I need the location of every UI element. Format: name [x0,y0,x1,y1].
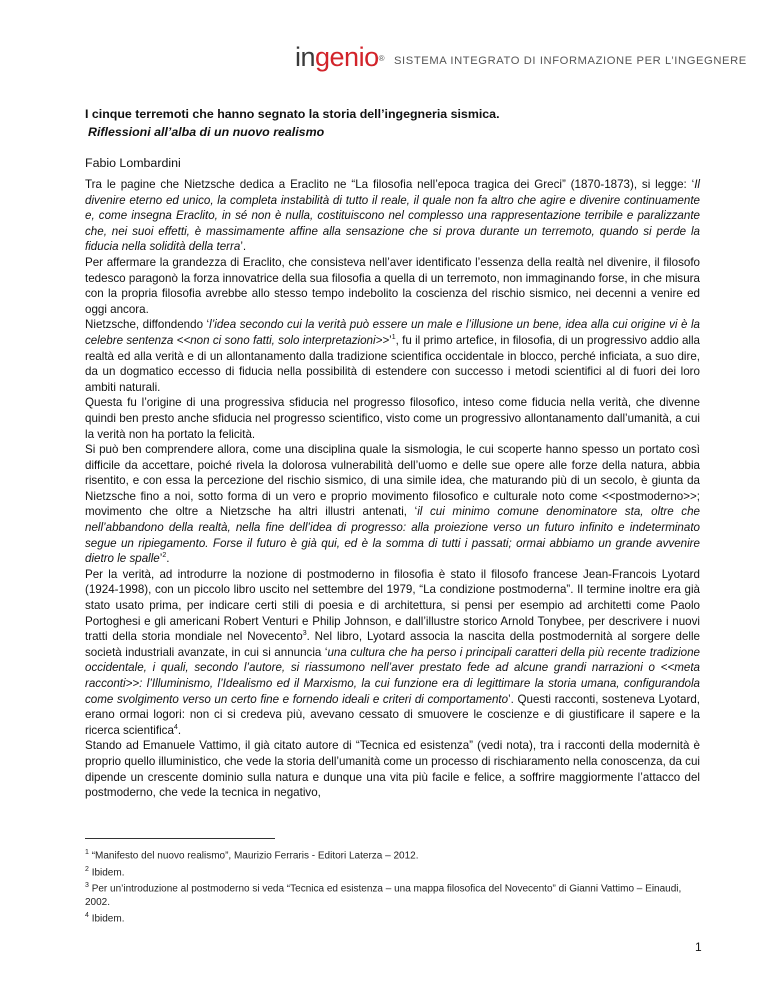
footnotes [85,846,705,925]
article-title: I cinque terremoti che hanno segnato la storia dell’ingegneria sismica. [85,107,500,121]
page-number: 1 [695,940,702,954]
ingenio-logo[interactable]: ingenio® [295,42,384,72]
footnote-divider [85,838,275,839]
paragraph: Per affermare la grandezza di Eraclito, che consisteva nell’aver identificato l’essenza della realtà nel divenire, il filosofo tedesco paragonò la forza innovatrice della sua filosofia a quella di un terremoto, non immaginando forse, in che misura con la propria filosofia avrebbe allo stesso tempo indebolito la coscienza del rischio sismico, nei decenni a venire ed oggi ancora. [85,255,700,316]
footnote-ref[interactable]: 4 [173,723,178,731]
footnote: $^3$ Per un’introduzione al postmoderno si veda “Tecnica ed esistenza – una mappa filosofica del Novecento” di Gianni Vattimo – Einaudi, 2002. [85,882,682,908]
footnote-ref[interactable]: 2 [162,552,167,560]
footnote-ref[interactable]: 3 [302,630,307,638]
header-tagline: SISTEMA INTEGRATO DI INFORMAZIONE PER L’INGEGNERE [394,55,747,67]
page-header [295,42,747,70]
footnote: $^2$ Ibidem. [85,865,125,878]
paragraph: Questa fu l’origine di una progressiva sfiducia nel progresso filosofico, inteso come fiducia nella verità, che divenne quindi ben presto anche sfiducia nel progresso scientifico, visto come un progressivo allontanamento dall’umanità, a cui la verità non ha portato la felicità. [85,396,700,441]
footnote: $^1$ “Manifesto del nuovo realismo”, Maurizio Ferraris - Editori Laterza – 2012. [85,849,419,862]
paragraph: Nietzsche, diffondendo ‘l’idea secondo cui la verità può essere un male e l’illusione un bene, idea alla cui origine vi è la celebre sentenza <<non ci sono fatti, solo interpretazioni>>’$^1$, fu il primo artefice, in filosofia, di un progressivo addio alla realtà ed alla verità e di un allontanamento dalla tradizione scientifica occidentale in blocco, perché inficiata, a suo dire, da un dogmatico eccesso di fiducia nella possibilità di estendere con successo i metodi scientifici al di fuori dei loro ambiti naturali. [85,318,700,394]
paragraph: Si può ben comprendere allora, come una disciplina quale la sismologia, le cui scoperte hanno spesso un portato così difficile da accettare, poiché rivela la dolorosa vulnerabilità dell’uomo e delle sue opere alle forze della natura, abbia risentito, e con essa la percezione del rischio sismico, di una simile idea, che maturando più di un secolo, è giunta da Nietzsche fino a noi, sotto forma di un vero e proprio movimento filosofico e culturale noto come <<postmoderno>>; movimento che oltre a Nietzsche ha altri illustri antenati, ‘il cui minimo comune denominatore sta, oltre che nell’abbandono della realtà, nella fine dell’idea di progresso: alla proiezione verso un futuro infinito e indeterminato segue un ripiegamento. Forse il futuro è già qui, ed è la somma di tutti i passati; ormai abbiamo un grande avvenire dietro le spalle’$^2$. [85,443,700,566]
footnote-ref[interactable]: 1 [391,334,396,342]
article-subtitle: Riflessioni all’alba di un nuovo realismo [88,125,325,139]
paragraph: Per la verità, ad introdurre la nozione di postmoderno in filosofia è stato il filosofo francese Jean-Francois Lyotard (1924-1998), con un piccolo libro uscito nel settembre del 1979, “La condizione postmoderna”. Il termine inoltre era già stato usato prima, per indicare certi stili di poesia e di architettura, si pensi per esempio ad architetti come Paolo Portoghesi e gli americani Robert Venturi e Philip Johnson, e dall’illustre storico Arnold Tonybee, per descrivere i nuovi tratti della storia mondiale nel Novecento$^3$. Nel libro, Lyotard associa la nascita della postmodernità al sorgere delle società industriali avanzate, in cui si annuncia ‘una cultura che ha perso i principali caratteri della più recente tradizione occidentale, i quali, secondo l’autore, si riassumono nell’aver prestato fede ad alcune grandi narrazioni o <<meta racconti>>: l’Illuminismo, l’Idealismo ed il Marxismo, la cui funzione era di legittimare la storia umana, configurandola come svolgimento verso un certo fine e fornendo ideali e criteri di comportamento’. Questi racconti, sosteneva Lyotard, erano ormai logori: non ci si credeva più, avevano cessato di smuovere le coscienze e di giustificare il sapere e la ricerca scientifica$^4$. [85,567,701,737]
footnote: $^4$ Ibidem. [85,911,125,925]
paragraph: Tra le pagine che Nietzsche dedica a Eraclito ne “La filosofia nell’epoca tragica dei Greci” (1870-1873), si legge: ‘Il divenire eterno ed unico, la completa instabilità di tutto il reale, il quale non fa altro che agire e divenire continuamente e, come insegna Eraclito, in sé non è nulla, costituiscono nel complesso una rappresentazione terribile e paralizzante che, nei suoi effetti, è massimamente affine alla sensazione che si prova durante un terremoto, quando si perde la fiducia nella solidità della terra’. [85,178,700,254]
article-body [85,177,700,801]
paragraph: Stando ad Emanuele Vattimo, il già citato autore di “Tecnica ed esistenza” (vedi nota), tra i racconti della modernità è proprio quello illuministico, che vede la storia dell’umanità come un processo di rischiaramento nella conoscenza, da cui dipende un crescente dominio sulla natura e dunque una vita più facile e felice, a soffrire maggiormente l’attacco del postmoderno, che vede la tecnica in negativo, [85,739,700,800]
article-author: Fabio Lombardini [85,156,181,170]
